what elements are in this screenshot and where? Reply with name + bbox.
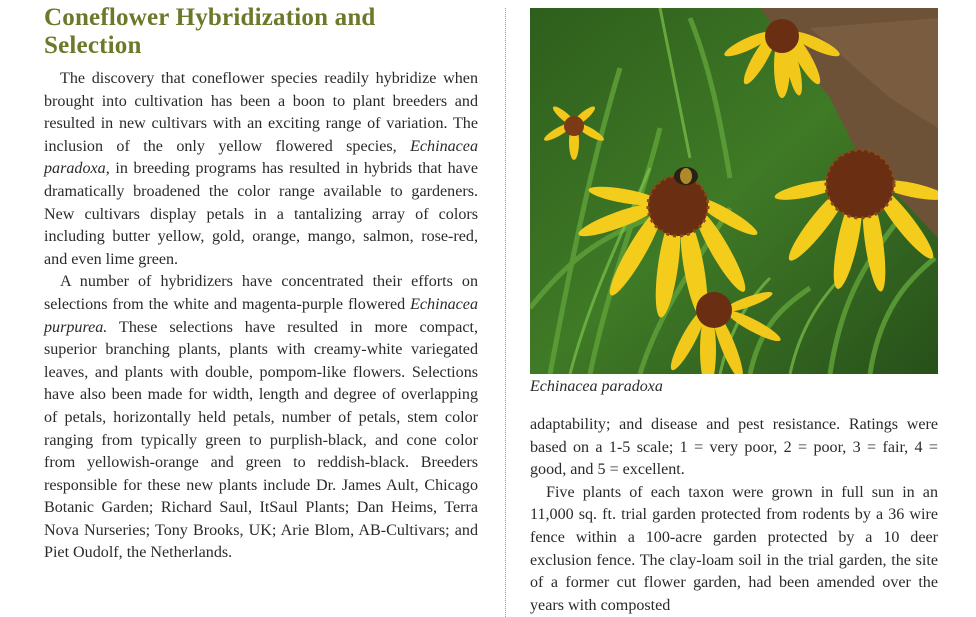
coneflower-photo	[530, 8, 938, 374]
photo-caption: Echinacea paradoxa	[530, 378, 663, 395]
species-name: Echinacea purpurea.	[44, 295, 478, 336]
article-title: Coneflower Hybridization and Selection	[44, 4, 376, 59]
text-run: These selections have resulted in more compact, superior branching plants, plants with creamy-white variegated leaves, and plants with double, pompom-like flowers. Selections have also been made for width, length and degree of overlapping of petals, horizontally held petals, number of petals, stem color ranging from typically green to purplish-black, and cone color from yellowish-orange and green to reddish-black. Breeders responsible for these new plants include Dr. James Ault, Chicago Botanic Garden; Richard Saul, ItSaul Plants; Dan Heims, Terra Nova Nurseries; Tony Brooks, UK; Arie Blom, AB-Cultivars; and Piet Oudolf, the Netherlands.	[44, 318, 478, 562]
paragraph-hybridization-intro	[44, 68, 478, 271]
paragraph-ratings: adaptability; and disease and pest resistance. Ratings were based on a 1-5 scale; 1 = very poor, 2 = poor, 3 = fair, 4 = good, and 5 = excellent.	[530, 416, 938, 479]
article-right-column	[530, 8, 938, 617]
text-run: A number of hybridizers have concentrated their efforts on selections from the white and magenta-purple flowered	[44, 273, 478, 313]
column-divider	[505, 8, 506, 617]
coneflower-illustration	[530, 8, 938, 374]
article-left-column	[44, 4, 478, 565]
paragraph-trial-garden: Five plants of each taxon were grown in full sun in an 11,000 sq. ft. trial garden protected from rodents by a 36 wire fence within a 100-acre garden protected by a 10 deer exclusion fence. The clay-loam soil in the trial garden, the site of a former cut flower garden, had been amended over the years with composted	[530, 483, 938, 614]
text-run: , in breeding programs has resulted in hybrids that have dramatically broadened the color range available to gardeners. New cultivars display petals in a tantalizing array of colors including butter yellow, gold, orange, mango, salmon, rose-red, and even lime green.	[44, 160, 478, 268]
text-run: The discovery that coneflower species readily hybridize when brought into cultivation has been a boon to plant breeders and resulted in new cultivars with an exciting range of variation. The inclusion of the only yellow flowered species,	[44, 70, 478, 155]
species-name: Echinacea paradoxa	[44, 137, 478, 178]
right-column-text	[530, 414, 938, 617]
paragraph-selections	[44, 271, 478, 565]
